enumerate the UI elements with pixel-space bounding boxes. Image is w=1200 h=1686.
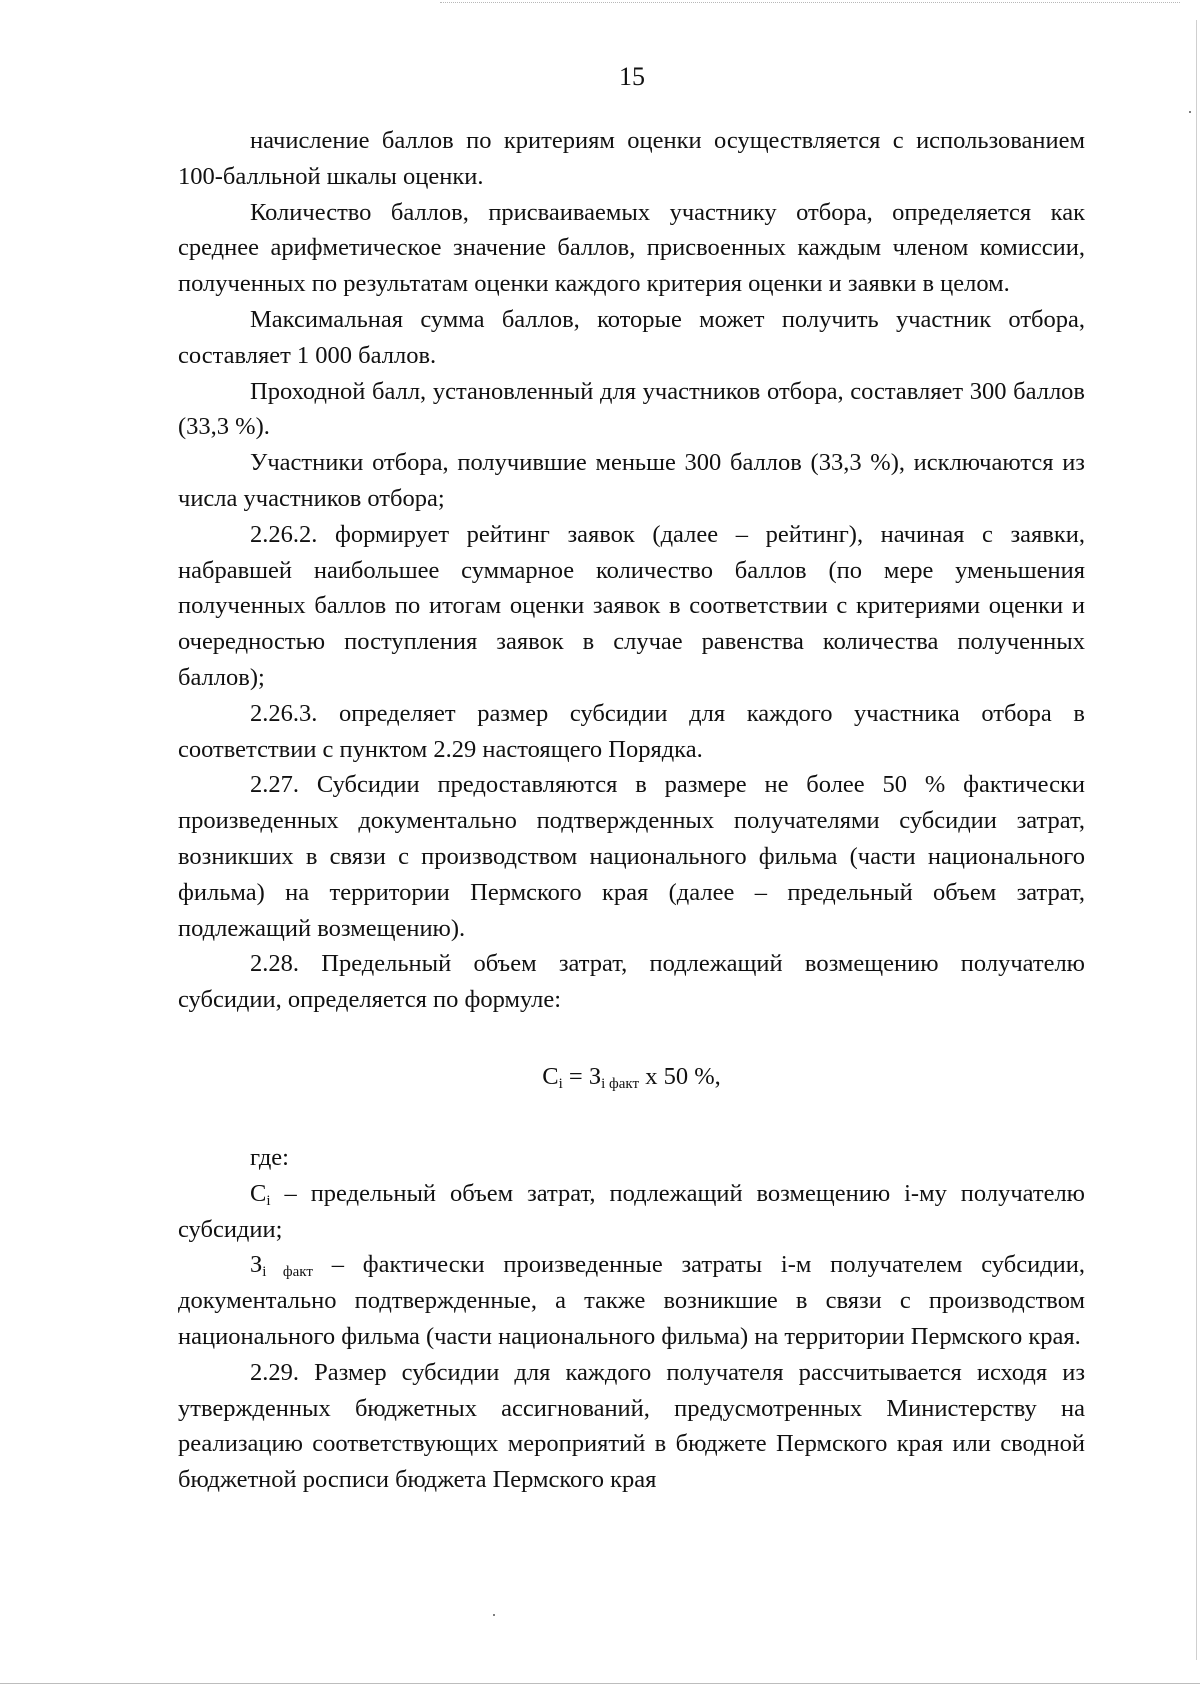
formula-equals: = З: [562, 1062, 602, 1090]
document-body: [178, 123, 1085, 1498]
formula-lhs-subscript: i: [558, 1075, 563, 1092]
paragraph: Проходной балл, установленный для участников отбора, составляет 300 баллов (33,3 %).: [178, 377, 1085, 441]
page-number: 15: [619, 62, 645, 91]
definition-symbol: С: [250, 1179, 267, 1207]
scan-speck: [1189, 111, 1191, 113]
definition-text: – фактически произведенные затраты i-м получателем субсидии, документально подтвержденные, а также возникшие в связи с производством национального фильма (части национального фильма) на территории Пермского края.: [178, 1251, 1085, 1350]
definition-item: [178, 1247, 1085, 1354]
paragraph: Максимальная сумма баллов, которые может получить участник отбора, составляет 1 000 баллов.: [178, 305, 1085, 369]
paragraph: Участники отбора, получившие меньше 300 баллов (33,3 %), исключаются из числа участников отбора;: [178, 449, 1085, 512]
paragraph: 2.27. Субсидии предоставляются в размере не более 50 % фактически произведенных документально подтвержденных получателями субсидии затрат, возникших в связи с производством национального фильма (части национального фильма) на территории Пермского края (далее – предельный объем затрат, подлежащий возмещению).: [178, 771, 1085, 942]
scan-top-edge: [440, 2, 1180, 3]
paragraph: Количество баллов, присваиваемых участнику отбора, определяется как среднее арифметическое значение баллов, присвоенных каждым членом комиссии, полученных по результатам оценки каждого критерия оценки и заявки в целом.: [178, 198, 1085, 298]
paragraph: 2.26.2. формирует рейтинг заявок (далее – рейтинг), начиная с заявки, набравшей наибольшее суммарное количество баллов (по мере уменьшения полученных баллов по итогам оценки заявок в соответствии с критериями оценки и очередностью поступления заявок в случае равенства количества полученных баллов);: [178, 520, 1085, 691]
paragraph: 2.29. Размер субсидии для каждого получателя рассчитывается исходя из утвержденных бюджетных ассигнований, предусмотренных Министерству на реализацию соответствующих мероприятий в бюджете Пермского края или сводной бюджетной росписи бюджета Пермского края: [178, 1358, 1085, 1494]
scan-speck: [493, 1614, 495, 1616]
paragraph: начисление баллов по критериям оценки осуществляется с использованием 100-балльной шкалы оценки.: [178, 127, 1085, 190]
paragraph: 2.28. Предельный объем затрат, подлежащий возмещению получателю субсидии, определяется по формуле:: [178, 950, 1085, 1014]
definition-symbol-subscript: i факт: [262, 1264, 313, 1281]
definition-symbol-subscript: i: [266, 1192, 271, 1209]
definition-symbol: З: [250, 1251, 263, 1279]
formula-lhs: С: [542, 1062, 559, 1090]
formula-rest: x 50 %,: [639, 1062, 721, 1090]
paragraph: 2.26.3. определяет размер субсидии для каждого участника отбора в соответствии с пунктом 2.29 настоящего Порядка.: [178, 699, 1085, 763]
scan-bottom-edge: [0, 1683, 1200, 1684]
where-label: где:: [250, 1143, 289, 1171]
formula-expression: [542, 1059, 720, 1095]
definition-item: [178, 1176, 1085, 1248]
scan-right-edge: [1196, 20, 1197, 1660]
definition-text: – предельный объем затрат, подлежащий возмещению i-му получателю субсидии;: [178, 1179, 1085, 1243]
formula-rhs-subscript: i факт: [601, 1075, 640, 1092]
formula: [178, 1059, 1085, 1095]
